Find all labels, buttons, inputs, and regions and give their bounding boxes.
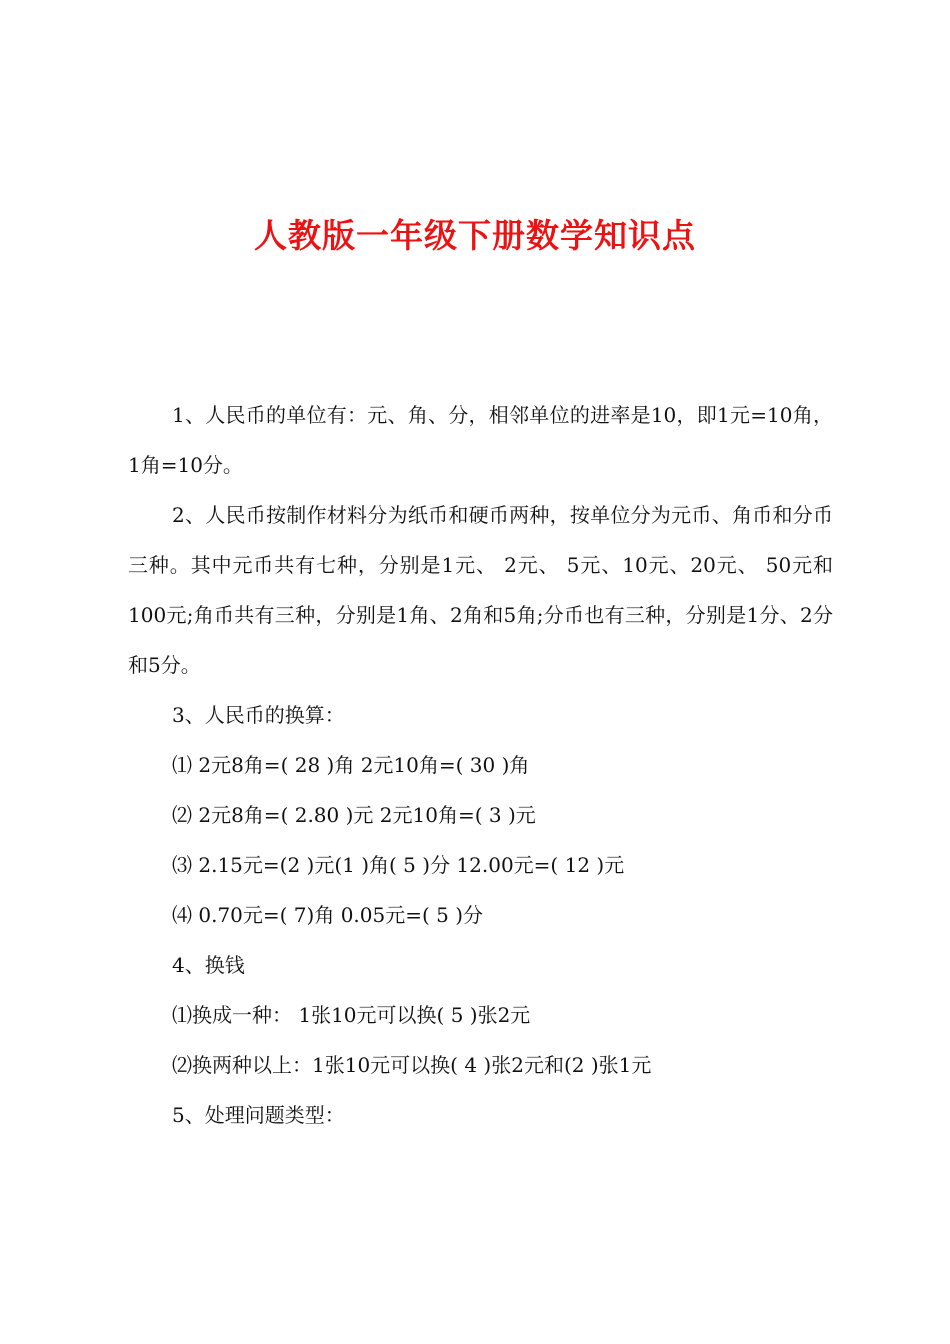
conversion-item-2: ⑵ 2元8角=( 2.80 )元 2元10角=( 3 )元 — [172, 803, 536, 827]
conversion-item-3: ⑶ 2.15元=(2 )元(1 )角( 5 )分 12.00元=( 12 )元 — [172, 853, 625, 877]
exchange-item-2: ⑵换两种以上：1张10元可以换( 4 )张2元和(2 )张1元 — [172, 1053, 652, 1077]
heading-exchange-money: 4、换钱 — [172, 953, 245, 977]
document-body — [128, 390, 833, 1140]
document-title: 人教版一年级下册数学知识点 — [254, 216, 696, 255]
exchange-item-1: ⑴换成一种： 1张10元可以换( 5 )张2元 — [172, 1003, 531, 1027]
conversion-item-1: ⑴ 2元8角=( 28 )角 2元10角=( 30 )角 — [172, 753, 530, 777]
heading-currency-conversion: 3、人民币的换算： — [172, 703, 345, 727]
paragraph-currency-types: 2、人民币按制作材料分为纸币和硬币两种，按单位分为元币、角币和分币三种。其中元币共有七种，分别是1元、 2元、 5元、10元、20元、 50元和100元;角币共有三种，分别是1角、2角和5角;分币也有三种，分别是1分、2分和5分。 — [128, 503, 833, 677]
heading-problem-types: 5、处理问题类型： — [172, 1103, 345, 1127]
conversion-item-4: ⑷ 0.70元=( 7)角 0.05元=( 5 )分 — [172, 903, 484, 927]
paragraph-currency-units: 1、人民币的单位有：元、角、分，相邻单位的进率是10，即1元=10角，1角=10分。 — [128, 403, 833, 477]
